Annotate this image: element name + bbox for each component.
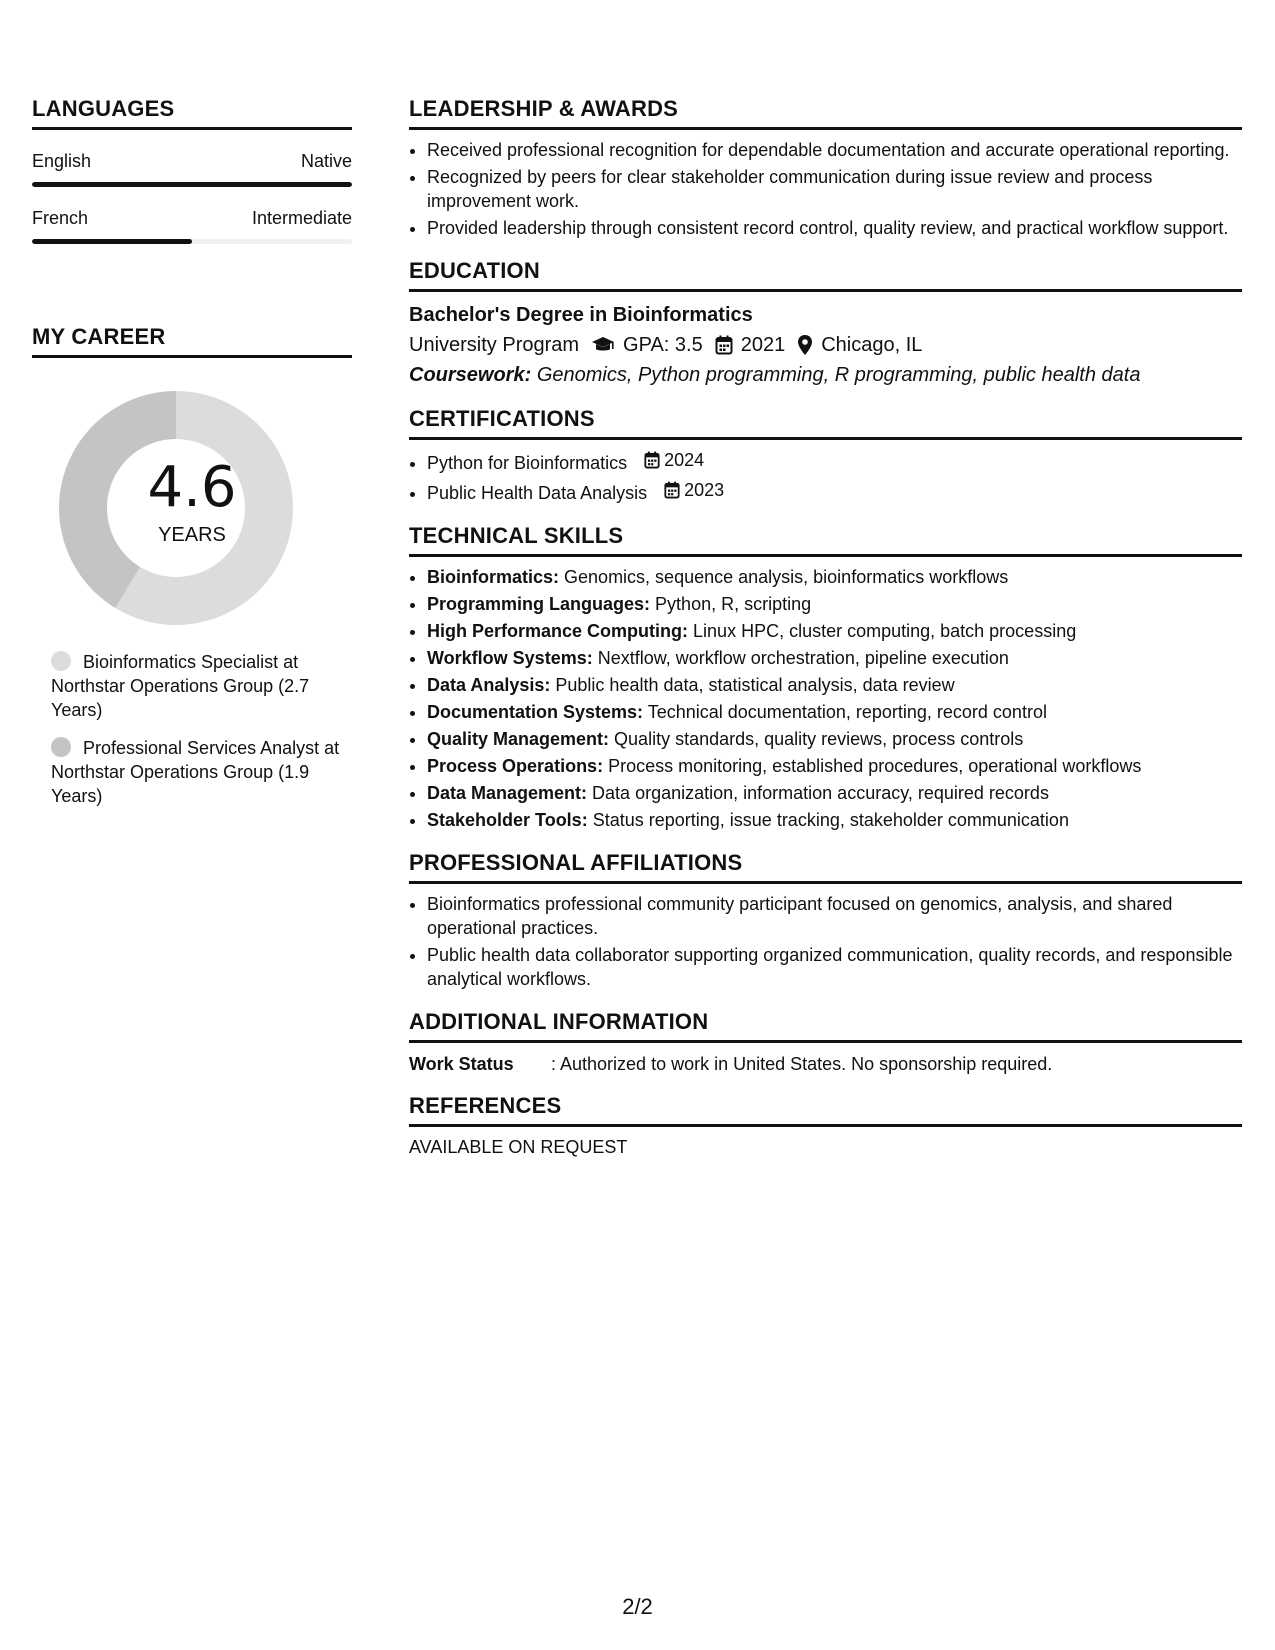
certification-item [427, 478, 1242, 505]
skill-item [427, 565, 1242, 589]
skill-value: Process monitoring, established procedures, operational workflows [608, 756, 1142, 776]
certifications-title: CERTIFICATIONS [409, 406, 1242, 440]
skill-value: Status reporting, issue tracking, stakeholder communication [592, 810, 1069, 830]
additional-section [409, 1009, 1242, 1075]
career-role-label: Bioinformatics Specialist at Northstar Operations Group (2.7 Years) [51, 652, 310, 720]
skill-item [427, 727, 1242, 751]
career-donut-chart [32, 376, 352, 636]
page-number: 2/2 [622, 1594, 653, 1619]
skill-value: Nextflow, workflow orchestration, pipeline execution [597, 648, 1009, 668]
skill-label: Data Analysis: [427, 675, 551, 695]
certifications-section [409, 406, 1242, 505]
language-level: Intermediate [251, 208, 352, 228]
map-pin-icon [797, 334, 813, 356]
skill-value: Quality standards, quality reviews, process controls [614, 729, 1024, 749]
affiliations-section [409, 850, 1242, 991]
language-item [32, 150, 352, 187]
skill-item [427, 781, 1242, 805]
work-status-row [409, 1053, 1242, 1075]
leadership-title: LEADERSHIP & AWARDS [409, 96, 1242, 130]
languages-title: LANGUAGES [32, 96, 352, 130]
certification-item [427, 448, 1242, 475]
skill-item [427, 808, 1242, 832]
skill-label: Bioinformatics: [427, 567, 560, 587]
language-proficiency-fill [32, 182, 352, 187]
career-total-years: 4.6 [147, 455, 237, 520]
education-year: 2021 [740, 334, 786, 356]
leadership-item: • Provided leadership through consistent record control, quality review, and practical workflow support. [427, 216, 1242, 240]
certification-date [664, 478, 724, 502]
skill-label: Process Operations: [427, 756, 604, 776]
skill-label: Workflow Systems: [427, 648, 593, 668]
skill-value: Python, R, scripting [655, 594, 812, 614]
education-location: Chicago, IL [821, 334, 923, 356]
certification-date [644, 448, 704, 472]
education-coursework [409, 362, 1242, 388]
coursework-text: Genomics, Python programming, R programming, public health data [536, 364, 1141, 386]
career-title: MY CAREER [32, 324, 352, 358]
legend-dot [51, 737, 71, 757]
skill-label: Quality Management: [427, 729, 610, 749]
skills-title: TECHNICAL SKILLS [409, 523, 1242, 557]
leadership-item: • Recognized by peers for clear stakeholder communication during issue review and process improvement work. [427, 165, 1242, 213]
education-section [409, 258, 1242, 388]
career-role-label: Professional Services Analyst at Northstar Operations Group (1.9 Years) [51, 738, 340, 806]
work-status-value: : Authorized to work in United States. No sponsorship required. [551, 1054, 1053, 1074]
education-details [409, 332, 1242, 358]
skill-value: Technical documentation, reporting, record control [647, 702, 1047, 722]
left-column [32, 96, 352, 808]
certification-year: 2023 [684, 480, 725, 500]
skill-label: High Performance Computing: [427, 621, 689, 641]
leadership-section [409, 96, 1242, 240]
references-section [409, 1093, 1242, 1158]
skill-label: Stakeholder Tools: [427, 810, 588, 830]
education-title: EDUCATION [409, 258, 1242, 292]
right-column [409, 96, 1242, 1176]
legend-dot [51, 651, 71, 671]
skill-item [427, 673, 1242, 697]
leadership-item: • Received professional recognition for dependable documentation and accurate operational reporting. [427, 138, 1242, 162]
language-level: Native [300, 151, 352, 171]
skill-item [427, 592, 1242, 616]
language-proficiency-bar [32, 239, 352, 244]
skill-value: Public health data, statistical analysis, data review [555, 675, 955, 695]
references-title: REFERENCES [409, 1093, 1242, 1127]
skill-value: Genomics, sequence analysis, bioinformatics workflows [564, 567, 1009, 587]
skill-value: Linux HPC, cluster computing, batch processing [693, 621, 1077, 641]
skill-label: Documentation Systems: [427, 702, 644, 722]
skill-label: Data Management: [427, 783, 588, 803]
education-degree: Bachelor's Degree in Bioinformatics [409, 304, 753, 326]
skill-item [427, 646, 1242, 670]
affiliations-title: PROFESSIONAL AFFILIATIONS [409, 850, 1242, 884]
certification-name: Python for Bioinformatics [427, 453, 628, 473]
graduation-cap-icon [591, 336, 615, 354]
education-school: University Program [409, 334, 580, 356]
language-proficiency-fill [32, 239, 192, 244]
skill-item [427, 700, 1242, 724]
skill-item [427, 754, 1242, 778]
language-name: French [32, 208, 89, 228]
language-item [32, 207, 352, 244]
education-gpa: GPA: 3.5 [623, 334, 703, 356]
certification-year: 2024 [664, 450, 705, 470]
skill-label: Programming Languages: [427, 594, 651, 614]
career-years-unit: YEARS [158, 524, 226, 546]
coursework-label: Coursework: [409, 364, 532, 386]
career-legend-item [51, 650, 341, 722]
calendar-icon [715, 335, 733, 355]
calendar-icon [644, 451, 660, 469]
affiliation-item: • Bioinformatics professional community participant focused on genomics, analysis, and shared operational practices. [427, 892, 1242, 940]
career-legend-item [51, 736, 341, 808]
affiliation-item: • Public health data collaborator supporting organized communication, quality records, and responsible analytical workflows. [427, 943, 1242, 991]
references-text: AVAILABLE ON REQUEST [409, 1137, 628, 1157]
language-proficiency-bar [32, 182, 352, 187]
certification-name: Public Health Data Analysis [427, 483, 648, 503]
additional-title: ADDITIONAL INFORMATION [409, 1009, 1242, 1043]
skills-section [409, 523, 1242, 832]
skill-value: Data organization, information accuracy, required records [592, 783, 1049, 803]
skill-item [427, 619, 1242, 643]
language-name: English [32, 151, 92, 171]
calendar-icon [664, 481, 680, 499]
work-status-label: Work Status [409, 1054, 514, 1074]
